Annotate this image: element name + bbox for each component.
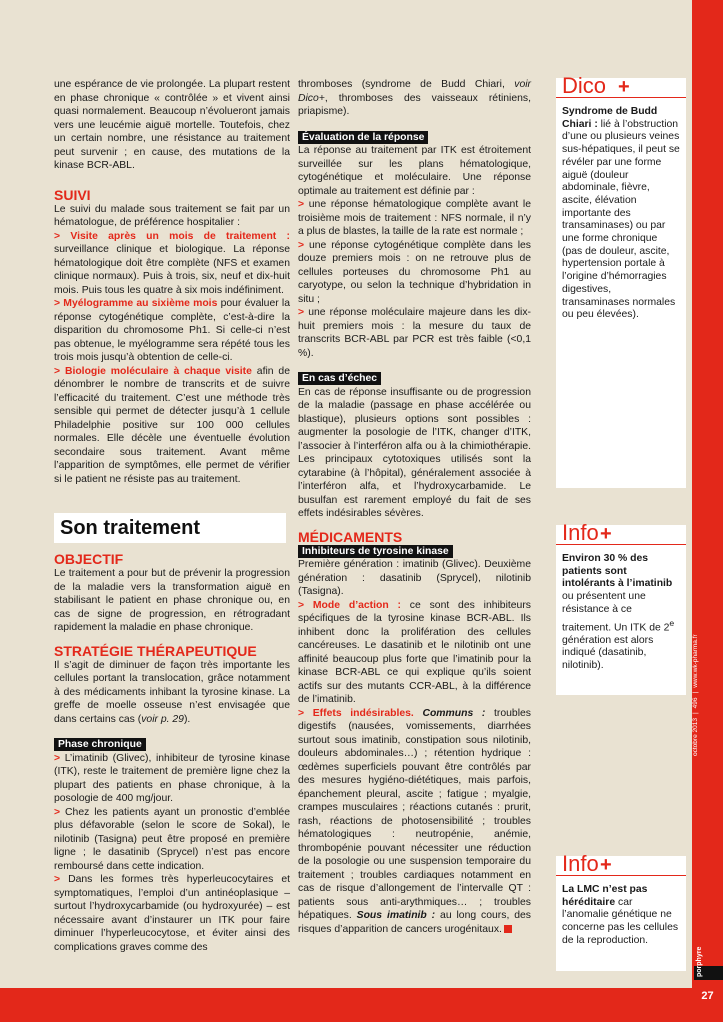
suivi-item-myelogramme-text: pour évaluer la réponse cytogénétique complète, c’est-à-dire la disparition du chromosome Ph1. Si celle-ci n’est pas obtenue, le myélogramme sera répété tous les trois mois jusqu’à obtention de celle-ci. <box>54 298 291 363</box>
phase-item-3: > Dans les formes très hyperleucocytaires et symptomatiques, l’emploi d’un antinéoplasique – surtout l’hydroxycarbamide (ou hydroxyurée) – est nécessaire avant d’instaurer un ITK pour faire diminuer l’hyperleucocytose, et éviter ainsi des complications graves comme des <box>54 874 290 953</box>
plus-icon: + <box>600 854 612 876</box>
suivi-item-visite <box>54 230 290 298</box>
info-2-text: car l’anomalie génétique ne concerne pas les cellules de la reproduction. <box>562 896 679 946</box>
dico-header <box>556 73 686 98</box>
voir-dico-link[interactable]: voir Dico+ <box>298 79 531 104</box>
phase-item-2: > Chez les patients ayant un pronostic d’emblée plus défavorable (selon le score de Sokal), le nilotinib (Tasigna) peut être proposé en première ligne ; le dasatinib (Sprycel) n’est pas encore remboursé dans cette indication. <box>54 806 290 872</box>
suivi-heading: SUIVI <box>54 186 91 203</box>
phase-chronique-label: Phase chronique <box>54 738 146 751</box>
phase-item-1: > L’imatinib (Glivec), inhibiteur de tyrosine kinase (ITK), reste le traitement de première ligne chez la plupart des patients en phase chronique, à la posologie de 400 mg/jour. <box>54 752 290 804</box>
suivi-item-visite-label: > Visite après un mois de traitement : <box>54 230 290 242</box>
continuation-paragraph <box>298 78 531 119</box>
right-accent-bar <box>692 0 723 1022</box>
plus-icon: + <box>600 523 612 545</box>
column-2 <box>298 78 531 936</box>
suivi-paragraph: Le suivi du malade sous traitement se fait par un hématologue, de préférence hospitalier : <box>54 203 290 228</box>
effets-paragraph <box>298 707 531 937</box>
mode-action-paragraph <box>298 599 531 707</box>
footer-issue: 496 <box>692 697 699 709</box>
page-number: 27 <box>701 990 714 1002</box>
effets-end-text: au long cours, des risques d’apparition de cancers urogénitaux. <box>298 910 531 935</box>
suivi-item-myelogramme <box>54 297 290 365</box>
continuation-text: thromboses (syndrome de Budd Chiari, <box>298 79 515 90</box>
evaluation-label: Évaluation de la réponse <box>298 131 428 144</box>
info-1-bold: Environ 30 % des patients sont intolérants à l’imatinib <box>562 553 673 590</box>
phase-item-2-text: Chez les patients ayant un pronostic d’emblée plus défavorable (selon le score de Sokal), le nilotinib (Tasigna) peut être proposé en première ligne ; le dasatinib (Sprycel) n’est pas encore remboursé dans cette indication. <box>54 806 290 872</box>
objectif-heading: OBJECTIF <box>54 551 124 567</box>
dico-title: Dico <box>562 73 607 98</box>
evaluation-item-1: > une réponse hématologique complète avant le troisième mois de traitement : NFS normale, il n’y a plus de blastes, la taille de la rate est normale ; <box>298 199 531 237</box>
itk-label: Inhibiteurs de tyrosine kinase <box>298 545 453 558</box>
continuation-text-end: , thromboses des vaisseaux rétiniens, priapisme). <box>298 92 531 117</box>
info-2-header <box>556 851 686 876</box>
effets-text: troubles digestifs (nausées, vomissements, diarrhées surtout sous imatinib, constipation sous nilotinib, douleurs abdominales…) ; rétention hydrique : œdèmes superficiels pouvant être contrôlés par des mesures hygiéno-diététiques, mais parfois, épanchement pleural, ascite ; fatigue ; myalgie, crampes musculaires ; réactions cutanés : prurit, rash, réactions de photosensibilité ; troubles hématologiques : neutropénie, anémie, thrombopénie pouvant nécessiter une réduction de la posologie ou une suspension temporaire du traitement ; troubles cardiaques notamment en cas de risque d’allongement de l’intervalle QT : patients sous anti-arythmiques… ; troubles hépatiques. <box>298 707 531 921</box>
info-1-header <box>556 520 686 545</box>
evaluation-item-3-text: une réponse moléculaire majeure dans les dix-huit premiers mois : la mesure du taux de transcrits BCR-ABL par PCR est très faible (<0,1 %). <box>298 307 531 359</box>
info-box-1 <box>556 520 686 695</box>
echec-paragraph: En cas de réponse insuffisante ou de progression de la maladie (passage en phase accélérée ou blastique), plusieurs options sont possibles : augmenter la posologie de l’ITK, changer d’ITK, l’associer à l’interféron alfa ou à la chimiothérapie. Les principaux cytotoxiques utilisés sont la cytarabine (à l’hôpital), généralement associée à l’interféron alfa, et l’hydroxycarbamide. Le busulfan est rarement employé du fait de ses effets indésirables sévères. <box>298 386 531 519</box>
brand-logo <box>694 966 723 980</box>
info-1-title: Info <box>562 520 599 545</box>
dico-body <box>556 98 686 322</box>
column-1-lower <box>54 551 290 954</box>
itk-paragraph: Première génération : imatinib (Glivec). Deuxième génération : dasatinib (Sprycel), nilotinib (Tasigna). <box>298 559 531 597</box>
effets-communs: Communs : <box>422 707 486 719</box>
info-2-body <box>556 876 686 948</box>
evaluation-item-2: > une réponse cytogénétique complète dans les douze premiers mois : on ne retrouve plus de cellules porteuses du chromosome Ph1 au caryotype, ou selon la technique d’hybridation in situ ; <box>298 239 531 305</box>
vertical-footer: octobre 2013|496|www.wk-pharma.fr <box>692 634 699 756</box>
evaluation-item-2-text: une réponse cytogénétique complète dans les douze premiers mois : on ne retrouve plus de cellules porteuses du chromosome Ph1 au caryotype, ou selon la technique d’hybridation in situ ; <box>298 239 531 305</box>
strategie-text: Il s’agit de diminuer de façon très importante les cellules portant la translocation, grâce notamment à des médicaments inhibant la tyrosine kinase. La greffe de moelle osseuse n’est envisagée que dans certains cas ( <box>54 659 290 725</box>
suivi-item-biologie-text: afin de dénombrer le nombre de transcrits et de suivre l’efficacité du traitement. C’est une méthode très sensible qui permet de détecter jusqu’à 1 cellule Philadelphie positive sur 100 000 cellules normales. Elle décèle une éventuelle évolution secondaire sous traitement. Avant même l’apparition de symptômes, elle permet de vérifier si le patient ne résiste pas au traitement. <box>54 365 290 485</box>
effets-label: > Effets indésirables. <box>298 707 414 719</box>
strategie-heading: STRATÉGIE THÉRAPEUTIQUE <box>54 642 257 659</box>
dico-term: Syndrome de Budd Chiari : <box>562 106 658 130</box>
plus-icon: + <box>618 76 630 98</box>
suivi-item-myelogramme-label: > Myélogramme au sixième mois <box>54 298 218 309</box>
section-title: Son traitement <box>54 513 286 543</box>
intro-paragraph: une espérance de vie prolongée. La plupart restent en phase chronique « contrôlée » et vivent ainsi quasi normalement. Beaucoup n’évolueront jamais vers une leucémie aiguë mortelle. Toutefois, chez un certain nombre, une résistance au traitement peut survenir ; en cause, des mutations de la kinase BCR-ABL. <box>54 79 290 171</box>
mode-action-text: ce sont des inhibiteurs spécifiques de la tyrosine kinase BCR-ABL. Ils inhibent donc la prolifération des cellules cancéreuses. Le dasatinib et le nilotinib ont une affinité beaucoup plus forte que l’imatinib pour la kinase BCR-ABL ce qui explique qu’ils soient actifs sur des mutants CCR-ABL, à la différence de l’imatinib. <box>298 599 531 705</box>
evaluation-item-1-text: une réponse hématologique complète avant le troisième mois de traitement : NFS normale, il n’y a plus de blastes, la taille de la rate est normale ; <box>298 199 531 237</box>
bottom-accent-bar <box>0 988 723 1022</box>
effets-sous-imatinib: Sous imatinib : <box>356 910 436 921</box>
evaluation-paragraph: La réponse au traitement par ITK est étroitement surveillée sur les plans hématologique, cytogénétique et moléculaire. Une réponse optimale au traitement est définie par : <box>298 145 531 197</box>
objectif-paragraph: Le traitement a pour but de prévenir la progression de la maladie vers la transformation aiguë en stabilisant le patient en phase chronique ou, en cas de signe de progression, en rétrogradant rapidement la maladie en phase chronique. <box>54 568 290 633</box>
footer-date: octobre 2013 <box>692 718 699 756</box>
info-1-text-end: génération est alors indiqué (dasatinib, nilotinib). <box>562 634 654 672</box>
info-1-sup: e <box>669 617 675 628</box>
voir-page-link[interactable]: voir p. 29 <box>141 713 184 725</box>
info-2-title: Info <box>562 851 599 876</box>
top-band <box>0 0 723 34</box>
strategie-text-end: ). <box>183 713 191 725</box>
info-box-2 <box>556 851 686 971</box>
end-of-article-icon <box>504 925 512 933</box>
phase-item-3-text: Dans les formes très hyperleucocytaires et symptomatiques, l’emploi d’un antinéoplasique – surtout l’hydroxycarbamide (ou hydroxyurée) – est nécessaire avant d’instaurer un ITK pour faire diminuer l’hyperleucocytose, et éviter ainsi des complications graves comme des <box>54 874 290 953</box>
footer-site: www.wk-pharma.fr <box>692 634 699 688</box>
dico-box <box>556 73 686 488</box>
suivi-item-biologie <box>54 365 290 487</box>
suivi-item-biologie-label: > Biologie moléculaire à chaque visite <box>54 365 252 377</box>
mode-action-label: > Mode d’action : <box>298 599 401 611</box>
info-1-text: ou présentent une résistance à ce traitement. Un ITK de 2 <box>562 591 670 633</box>
echec-label: En cas d’échec <box>298 372 381 385</box>
column-1 <box>54 78 290 486</box>
info-2-bold: La LMC n’est pas héréditaire <box>562 884 648 908</box>
dico-definition: lié à l’obstruction d’une ou plusieurs veines sus-hépatiques, il peut se révéler par une forme aiguë (douleur abdominale, fièvre, ascite, élévation importante des transaminases) ou par une forme chronique (pas de douleur, ascite, hypertension portale à l’origine d’hémorragies digestives, transaminases normales ou peu élevées). <box>562 118 680 321</box>
phase-item-1-text: L’imatinib (Glivec), inhibiteur de tyrosine kinase (ITK), reste le traitement de première ligne chez la plupart des patients en phase chronique, à la posologie de 400 mg/jour. <box>54 752 290 804</box>
medicaments-heading: MÉDICAMENTS <box>298 528 403 545</box>
strategie-paragraph <box>54 659 290 727</box>
evaluation-item-3: > une réponse moléculaire majeure dans les dix-huit premiers mois : la mesure du taux de transcrits BCR-ABL par PCR est très faible (<0,1 %). <box>298 307 531 359</box>
suivi-item-visite-text: surveillance clinique et biologique. La réponse hématologique doit être complète (NFS et examen clinique normaux). Puis à trois, six, neuf et dix-huit mois. Puis tous les quatre à six mois indéfiniment. <box>54 244 290 296</box>
info-1-body <box>556 545 686 673</box>
